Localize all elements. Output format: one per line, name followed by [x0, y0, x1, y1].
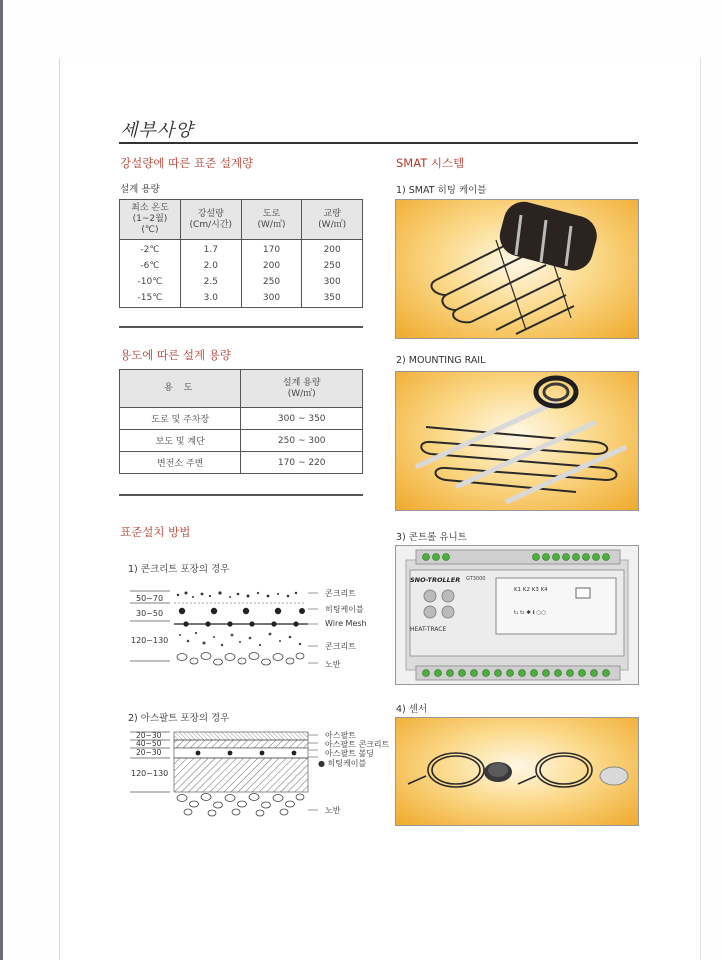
- usage-spec-title: 용도에 따른 설계 용량: [120, 348, 231, 362]
- table-cell: 300: [323, 276, 341, 287]
- table-cell: 250 ~ 300: [241, 430, 363, 452]
- layer-label: 노반: [325, 806, 341, 815]
- table-cell: 250: [323, 260, 341, 271]
- layer-label: 콘크리트: [325, 642, 356, 651]
- header-min-temp: 최소 온도 (1~2월) (℃): [120, 200, 181, 240]
- table-cell: 200: [323, 244, 341, 255]
- page-title: 세부사양: [120, 120, 194, 141]
- layer-label-text: 히팅케이블: [327, 759, 367, 768]
- header-snowfall: 강설량 (Cm/시간): [180, 200, 241, 240]
- table-row: [120, 430, 363, 452]
- smat-title: SMAT 시스템: [396, 156, 465, 170]
- column-bridge: [302, 240, 363, 308]
- device-maker: HEAT-TRACE: [410, 626, 447, 633]
- title-rule: [119, 142, 638, 144]
- control-unit-photo: [395, 545, 639, 685]
- dim-label: 120~130: [131, 769, 169, 778]
- snow-spec-subtitle: 설계 용량: [120, 184, 160, 195]
- section-divider: [119, 326, 363, 328]
- heating-cable-photo: [395, 199, 639, 339]
- column-snowfall: [180, 240, 241, 308]
- table-cell: 200: [262, 260, 281, 271]
- header-road: 도로 (W/㎡): [241, 200, 302, 240]
- table-cell: 보도 및 계단: [120, 430, 241, 452]
- mounting-rail-photo: [395, 371, 639, 511]
- table-cell: 300 ~ 350: [241, 408, 363, 430]
- device-keys: K1 K2 K3 K4: [514, 587, 548, 593]
- layer-label: 노반: [325, 660, 341, 669]
- snow-spec-title: 강설량에 따른 표준 설계량: [120, 156, 254, 170]
- layer-label: 콘크리트: [325, 589, 356, 598]
- layer-label: 아스팔트 볼딩: [325, 749, 374, 758]
- layer-label: Wire Mesh: [325, 619, 367, 628]
- layer-label: 아스팔트: [325, 731, 356, 740]
- table-row: [120, 408, 363, 430]
- table-cell: 변전소 주변: [120, 452, 241, 474]
- table-row: [120, 452, 363, 474]
- layer-label: [318, 758, 366, 769]
- smat-caption-3: 3) 콘트롤 유니트: [396, 532, 467, 543]
- dim-label: 20~30: [136, 731, 162, 740]
- header-usage: 용 도: [120, 370, 241, 408]
- dim-label: 30~50: [136, 609, 164, 618]
- table-cell: 도로 및 주차장: [120, 408, 241, 430]
- table-cell: 1.7: [203, 244, 218, 255]
- table-cell: 250: [262, 276, 281, 287]
- install-title: 표준설치 방법: [120, 525, 191, 539]
- table-cell: 3.0: [203, 292, 218, 303]
- table-cell: 2.5: [203, 276, 218, 287]
- table-cell: -6℃: [140, 260, 160, 271]
- column-min-temp: [120, 240, 181, 308]
- layer-label: 히팅케이블: [325, 605, 364, 614]
- layer-label: 아스팔트 콘크리트: [325, 740, 390, 749]
- column-road: [241, 240, 302, 308]
- sensor-photo: [395, 717, 639, 826]
- snow-spec-table: [119, 199, 363, 308]
- concrete-subtitle: 1) 콘크리트 포장의 경우: [128, 564, 230, 575]
- device-brand: SNO-TROLLER: [410, 576, 461, 584]
- smat-caption-1: 1) SMAT 히팅 케이블: [396, 185, 487, 196]
- device-model: GT3000: [466, 576, 486, 582]
- dim-label: 20~30: [136, 748, 162, 757]
- smat-caption-4: 4) 센서: [396, 704, 428, 715]
- dim-label: 40~50: [136, 739, 162, 748]
- header-capacity: 설계 용량 (W/㎡): [241, 370, 363, 408]
- table-cell: 170 ~ 220: [241, 452, 363, 474]
- table-cell: 170: [262, 244, 281, 255]
- header-bridge: 교량 (W/㎡): [302, 200, 363, 240]
- asphalt-subtitle: 2) 아스팔트 포장의 경우: [128, 713, 230, 724]
- section-divider: [119, 494, 363, 496]
- cable-icon: ●: [318, 759, 325, 768]
- usage-spec-table: [119, 369, 363, 474]
- table-cell: 2.0: [203, 260, 218, 271]
- scan-edge: [0, 0, 3, 960]
- table-cell: 300: [262, 292, 281, 303]
- table-cell: -10℃: [137, 276, 163, 287]
- dim-label: 50~70: [136, 594, 164, 603]
- device-indicators: t₁ t₂ ✱ ℹ ○○: [514, 610, 547, 616]
- smat-caption-2: 2) MOUNTING RAIL: [396, 355, 486, 366]
- dim-label: 120~130: [131, 636, 169, 645]
- table-cell: -2℃: [140, 244, 160, 255]
- table-cell: 350: [323, 292, 341, 303]
- table-cell: -15℃: [137, 292, 163, 303]
